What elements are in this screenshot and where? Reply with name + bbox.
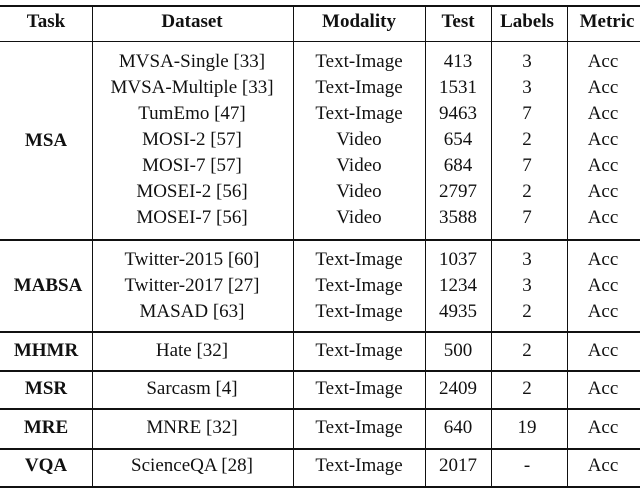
- labels-cell: 2: [522, 340, 532, 361]
- modality-cell: Text-Image: [315, 378, 403, 399]
- header-labels: Labels: [500, 11, 554, 32]
- labels-cell: 3: [522, 77, 532, 98]
- bottom-rule: [0, 486, 640, 488]
- group-rule: [0, 448, 640, 450]
- column-divider: [92, 6, 93, 486]
- test-cell: 4935: [439, 301, 477, 322]
- group-rule: [0, 408, 640, 410]
- labels-cell: 2: [522, 301, 532, 322]
- metric-cell: Acc: [587, 378, 619, 399]
- metric-cell: Acc: [587, 77, 619, 98]
- dataset-cell: MNRE [32]: [146, 417, 238, 438]
- task-cell: MHMR: [13, 340, 79, 361]
- group-rule: [0, 370, 640, 372]
- task-cell: MABSA: [13, 275, 83, 296]
- dataset-cell: Twitter-2015 [60]: [124, 249, 260, 270]
- labels-cell: -: [523, 455, 531, 476]
- test-cell: 2797: [439, 181, 477, 202]
- top-rule: [0, 5, 640, 7]
- dataset-cell: MVSA-Single [33]: [118, 51, 266, 72]
- test-cell: 654: [443, 129, 473, 150]
- column-divider: [425, 6, 426, 486]
- test-cell: 9463: [439, 103, 477, 124]
- header-dataset: Dataset: [161, 11, 223, 32]
- task-cell: VQA: [24, 455, 68, 476]
- header-test: Test: [441, 11, 475, 32]
- metric-cell: Acc: [587, 455, 619, 476]
- column-divider: [491, 6, 492, 486]
- test-cell: 1037: [439, 249, 477, 270]
- test-cell: 3588: [439, 207, 477, 228]
- labels-cell: 7: [522, 207, 532, 228]
- metric-cell: Acc: [587, 207, 619, 228]
- metric-cell: Acc: [587, 51, 619, 72]
- test-cell: 2017: [439, 455, 477, 476]
- modality-cell: Text-Image: [315, 51, 403, 72]
- modality-cell: Video: [336, 181, 382, 202]
- modality-cell: Text-Image: [315, 340, 403, 361]
- modality-cell: Text-Image: [315, 301, 403, 322]
- modality-cell: Text-Image: [315, 77, 403, 98]
- metric-cell: Acc: [587, 249, 619, 270]
- test-cell: 640: [443, 417, 473, 438]
- modality-cell: Video: [336, 207, 382, 228]
- test-cell: 413: [443, 51, 473, 72]
- test-cell: 1234: [439, 275, 477, 296]
- test-cell: 684: [443, 155, 473, 176]
- dataset-cell: MVSA-Multiple [33]: [110, 77, 274, 98]
- metric-cell: Acc: [587, 417, 619, 438]
- dataset-cell: Hate [32]: [155, 340, 229, 361]
- metric-cell: Acc: [587, 155, 619, 176]
- task-cell: MRE: [23, 417, 69, 438]
- modality-cell: Text-Image: [315, 417, 403, 438]
- labels-cell: 2: [522, 181, 532, 202]
- dataset-cell: TumEmo [47]: [138, 103, 246, 124]
- dataset-cell: Twitter-2017 [27]: [124, 275, 260, 296]
- column-divider: [567, 6, 568, 486]
- test-cell: 2409: [439, 378, 477, 399]
- labels-cell: 7: [522, 103, 532, 124]
- header-metric: Metric: [579, 11, 635, 32]
- metric-cell: Acc: [587, 275, 619, 296]
- labels-cell: 3: [522, 275, 532, 296]
- dataset-cell: MOSEI-2 [56]: [136, 181, 248, 202]
- dataset-cell: ScienceQA [28]: [131, 455, 253, 476]
- header-task: Task: [26, 11, 66, 32]
- labels-cell: 3: [522, 249, 532, 270]
- modality-cell: Video: [336, 155, 382, 176]
- labels-cell: 2: [522, 378, 532, 399]
- modality-cell: Text-Image: [315, 455, 403, 476]
- labels-cell: 2: [522, 129, 532, 150]
- test-cell: 1531: [439, 77, 477, 98]
- header-modality: Modality: [322, 11, 396, 32]
- labels-cell: 7: [522, 155, 532, 176]
- modality-cell: Text-Image: [315, 275, 403, 296]
- task-cell: MSR: [24, 378, 68, 399]
- group-rule: [0, 239, 640, 241]
- labels-cell: 19: [517, 417, 537, 438]
- modality-cell: Text-Image: [315, 103, 403, 124]
- header-rule: [0, 41, 640, 42]
- dataset-cell: MOSI-2 [57]: [142, 129, 242, 150]
- task-cell: MSA: [24, 130, 68, 151]
- metric-cell: Acc: [587, 103, 619, 124]
- metric-cell: Acc: [587, 129, 619, 150]
- dataset-cell: MOSI-7 [57]: [142, 155, 242, 176]
- metric-cell: Acc: [587, 340, 619, 361]
- modality-cell: Video: [336, 129, 382, 150]
- modality-cell: Text-Image: [315, 249, 403, 270]
- group-rule: [0, 331, 640, 333]
- labels-cell: 3: [522, 51, 532, 72]
- test-cell: 500: [443, 340, 473, 361]
- metric-cell: Acc: [587, 181, 619, 202]
- metric-cell: Acc: [587, 301, 619, 322]
- dataset-cell: MASAD [63]: [139, 301, 245, 322]
- column-divider: [293, 6, 294, 486]
- dataset-cell: MOSEI-7 [56]: [136, 207, 248, 228]
- dataset-cell: Sarcasm [4]: [146, 378, 238, 399]
